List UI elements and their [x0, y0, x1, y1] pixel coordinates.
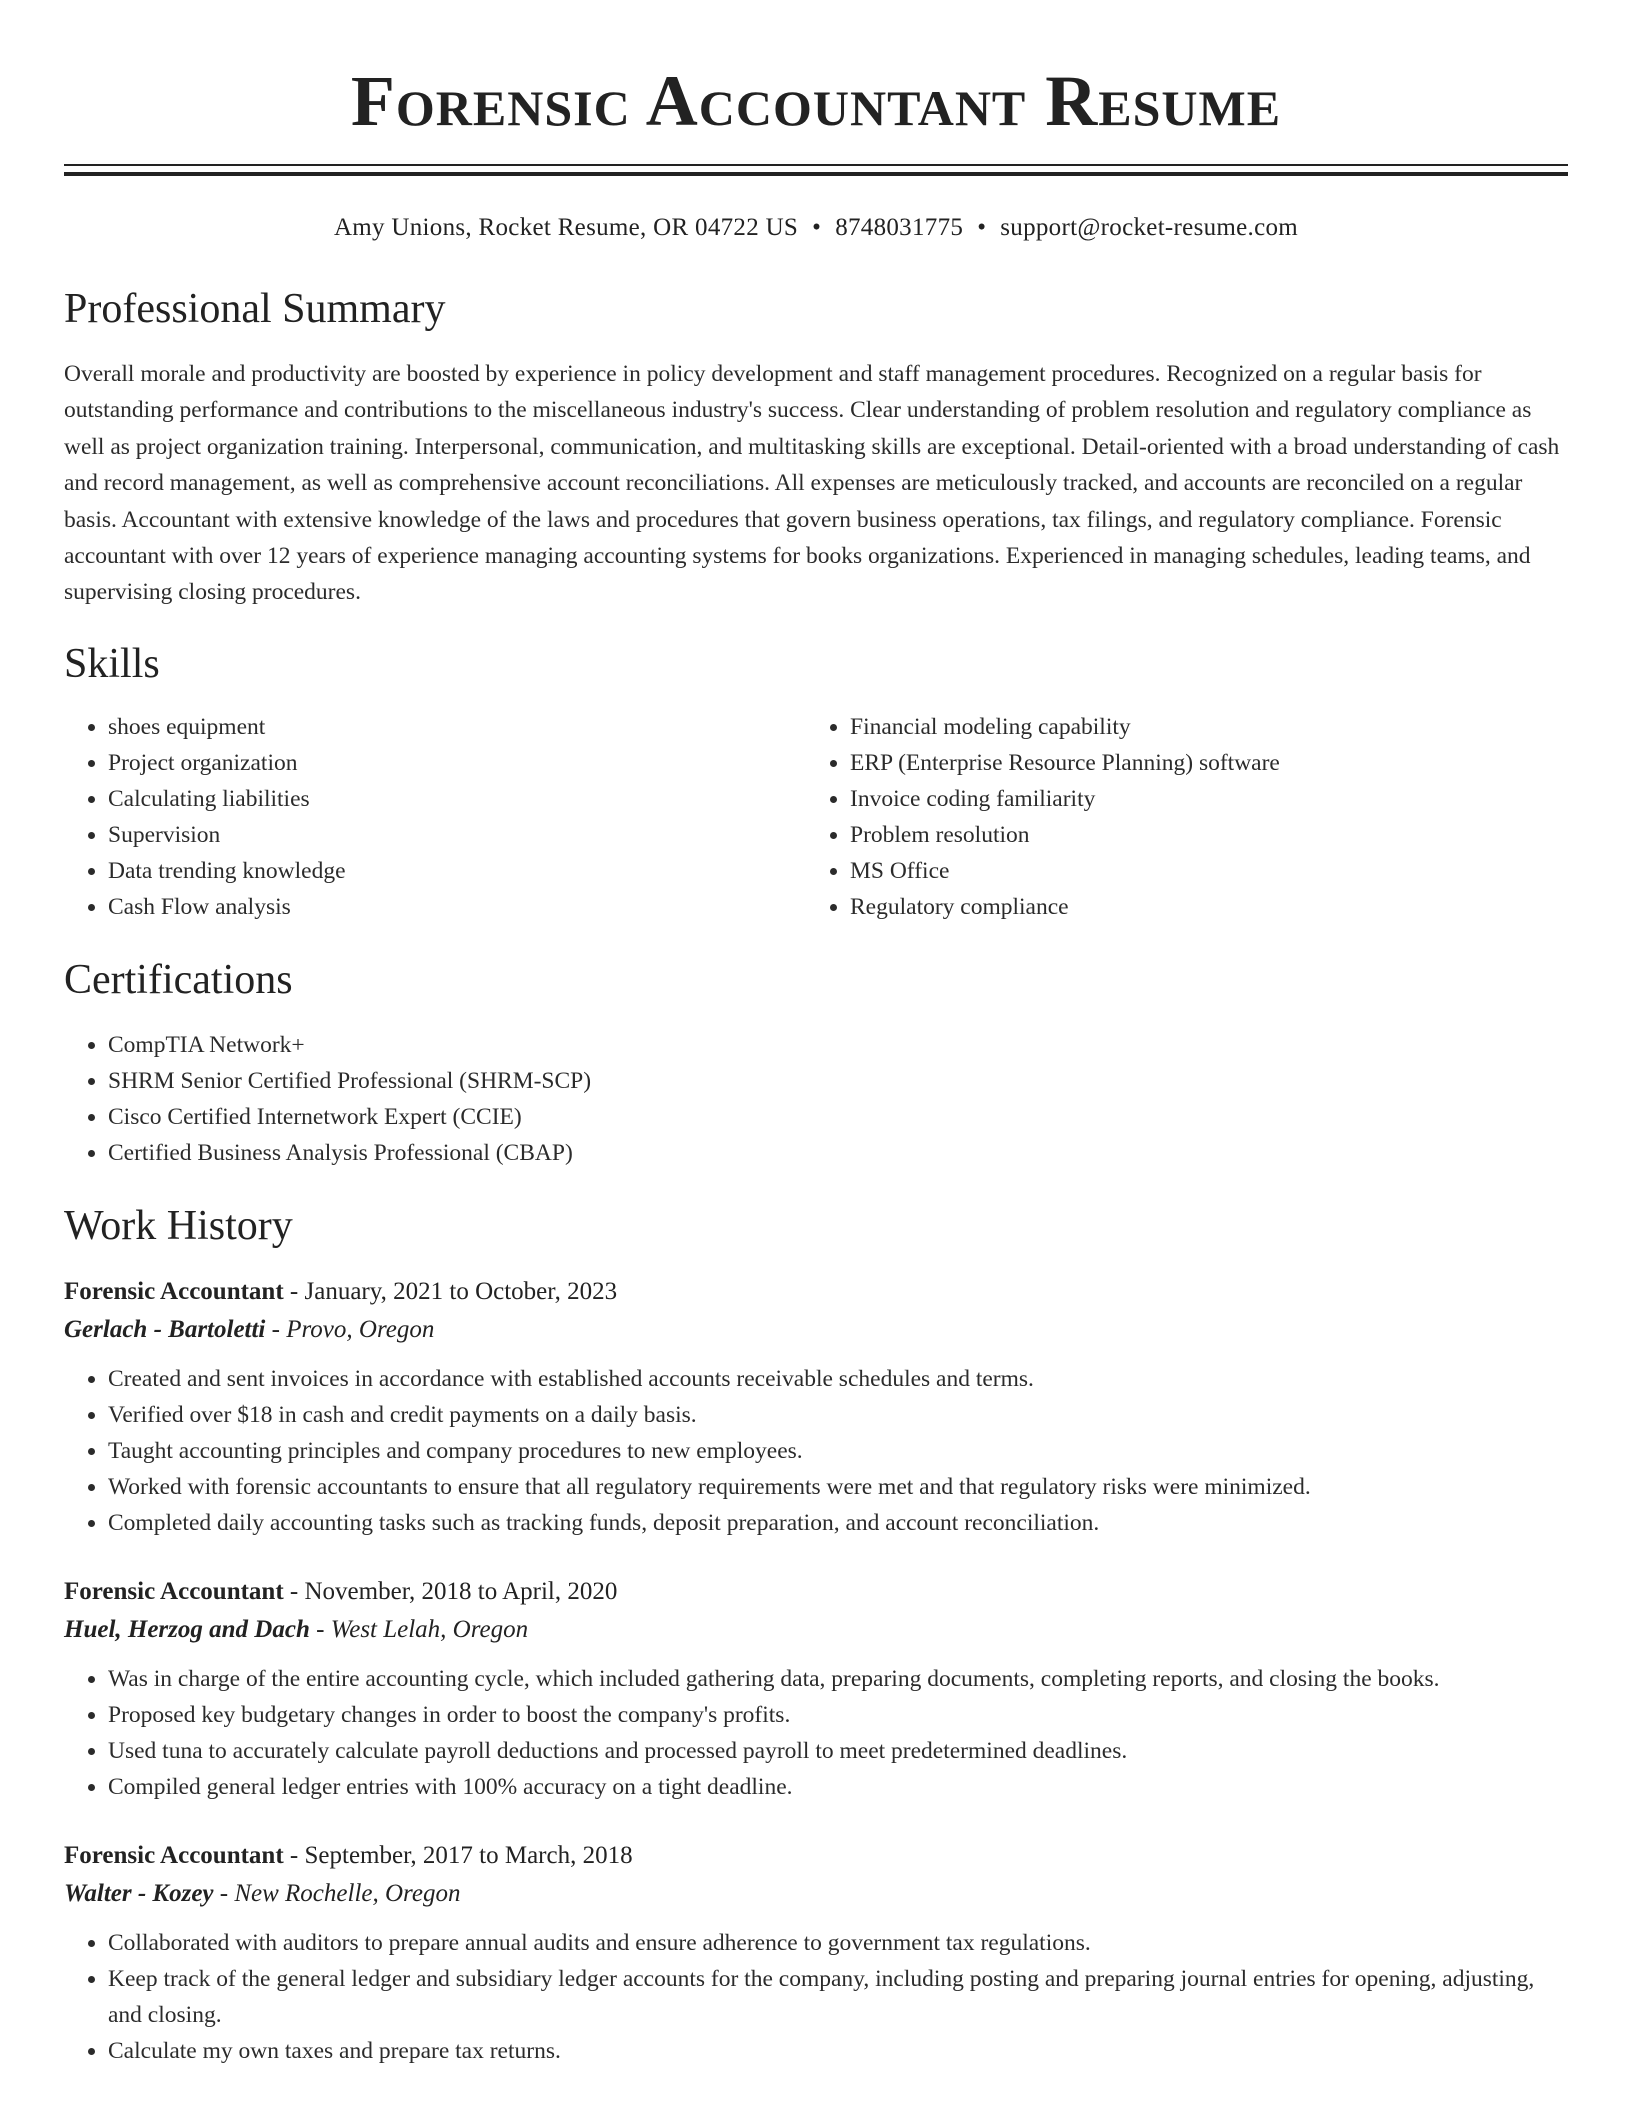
bullet-separator: •	[812, 214, 822, 241]
skills-list-left	[64, 709, 806, 925]
job-bullet: • Used tuna to accurately calculate payroll deductions and processed payroll to meet predetermined deadlines.	[108, 1733, 1568, 1769]
job-title: Forensic Accountant	[64, 1277, 284, 1305]
job-bullets	[64, 1925, 1568, 2069]
skill-item: • Data trending knowledge	[108, 853, 806, 889]
job-bullet: • Completed daily accounting tasks such as tracking funds, deposit preparation, and account reconciliation.	[108, 1505, 1568, 1541]
section-heading-certifications: Certifications	[64, 956, 293, 1003]
job-company-line: Gerlach - Bartoletti - Provo, Oregon	[64, 1315, 435, 1343]
job-company-line: Huel, Herzog and Dach - West Lelah, Oregon	[64, 1615, 529, 1643]
skill-item: • MS Office	[850, 853, 1548, 889]
contact-email: support@rocket-resume.com	[1000, 214, 1299, 241]
title-divider-thin	[64, 164, 1568, 166]
skill-item: • Project organization	[108, 745, 806, 781]
skill-item: • Cash Flow analysis	[108, 889, 806, 925]
certifications-list	[64, 1027, 1568, 1171]
certification-item: • CompTIA Network+	[108, 1027, 1568, 1063]
skills-grid	[64, 709, 1568, 925]
contact-address: Amy Unions, Rocket Resume, OR 04722 US	[333, 214, 799, 241]
resume-page	[64, 0, 1568, 2069]
job-bullet: • Taught accounting principles and company procedures to new employees.	[108, 1433, 1568, 1469]
job-bullet: • Created and sent invoices in accordance with established accounts receivable schedules and terms.	[108, 1361, 1568, 1397]
job-title-line: Forensic Accountant - November, 2018 to April, 2020	[64, 1577, 618, 1605]
job-company: Gerlach - Bartoletti	[64, 1315, 266, 1343]
job-dates: January, 2021 to October, 2023	[304, 1277, 618, 1305]
job-title-line: Forensic Accountant - September, 2017 to March, 2018	[64, 1841, 633, 1869]
section-heading-summary: Professional Summary	[64, 286, 446, 332]
job-company: Huel, Herzog and Dach	[64, 1615, 310, 1643]
skills-list-right	[806, 709, 1548, 925]
skill-item: • ERP (Enterprise Resource Planning) software	[850, 745, 1548, 781]
skill-item: • Calculating liabilities	[108, 781, 806, 817]
skill-item: • Financial modeling capability	[850, 709, 1548, 745]
certification-item: • Certified Business Analysis Professional (CBAP)	[108, 1135, 1568, 1171]
title-divider-thick	[64, 172, 1568, 176]
job-bullet: • Compiled general ledger entries with 100% accuracy on a tight deadline.	[108, 1769, 1568, 1805]
job-dates: November, 2018 to April, 2020	[304, 1577, 618, 1605]
skill-item: • Regulatory compliance	[850, 889, 1548, 925]
job-dates: September, 2017 to March, 2018	[304, 1841, 633, 1869]
section-heading-work-history: Work History	[64, 1202, 293, 1249]
job-bullet: • Verified over $18 in cash and credit payments on a daily basis.	[108, 1397, 1568, 1433]
job-entry	[64, 1273, 1568, 1541]
job-bullet: • Collaborated with auditors to prepare annual audits and ensure adherence to government tax regulations.	[108, 1925, 1568, 1961]
job-bullet: • Worked with forensic accountants to ensure that all regulatory requirements were met and that regulatory risks were minimized.	[108, 1469, 1568, 1505]
job-company-line: Walter - Kozey - New Rochelle, Oregon	[64, 1879, 461, 1907]
certification-item: • SHRM Senior Certified Professional (SHRM-SCP)	[108, 1063, 1568, 1099]
contact-line	[64, 212, 1568, 244]
bullet-separator: •	[977, 214, 987, 241]
job-entry	[64, 1837, 1568, 2069]
job-bullet: • Keep track of the general ledger and subsidiary ledger accounts for the company, including posting and preparing journal entries for opening, adjusting, and closing.	[108, 1961, 1568, 2033]
section-heading-skills: Skills	[64, 640, 160, 687]
page-title: Forensic Accountant Resume	[350, 61, 1282, 141]
summary-text: Overall morale and productivity are boosted by experience in policy development and staff management procedures. Recognized on a regular basis for outstanding performance and contributions to the miscellaneous industry's success. Clear understanding of problem resolution and regulatory compliance as well as project organization training. Interpersonal, communication, and multitasking skills are exceptional. Detail-oriented with a broad understanding of cash and record management, as well as comprehensive account reconciliations. All expenses are meticulously tracked, and accounts are reconciled on a regular basis. Accountant with extensive knowledge of the laws and procedures that govern business operations, tax filings, and regulatory compliance. Forensic accountant with over 12 years of experience managing accounting systems for books organizations. Experienced in managing schedules, leading teams, and supervising closing procedures.	[64, 361, 1560, 606]
job-bullet: • Was in charge of the entire accounting cycle, which included gathering data, preparing documents, completing reports, and closing the books.	[108, 1661, 1568, 1697]
contact-phone: 8748031775	[835, 214, 964, 241]
certification-item: • Cisco Certified Internetwork Expert (CCIE)	[108, 1099, 1568, 1135]
job-bullets	[64, 1361, 1568, 1541]
skill-item: • Problem resolution	[850, 817, 1548, 853]
job-location: New Rochelle, Oregon	[234, 1879, 461, 1907]
skill-item: • Supervision	[108, 817, 806, 853]
job-bullets	[64, 1661, 1568, 1805]
skill-item: • Invoice coding familiarity	[850, 781, 1548, 817]
skill-item: • shoes equipment	[108, 709, 806, 745]
job-entry	[64, 1573, 1568, 1805]
job-bullet: • Calculate my own taxes and prepare tax returns.	[108, 2033, 1568, 2069]
job-title-line: Forensic Accountant - January, 2021 to October, 2023	[64, 1277, 618, 1305]
job-title: Forensic Accountant	[64, 1841, 284, 1869]
job-location: Provo, Oregon	[286, 1315, 435, 1343]
job-title: Forensic Accountant	[64, 1577, 284, 1605]
job-company: Walter - Kozey	[64, 1879, 214, 1907]
job-bullet: • Proposed key budgetary changes in order to boost the company's profits.	[108, 1697, 1568, 1733]
job-location: West Lelah, Oregon	[330, 1615, 529, 1643]
